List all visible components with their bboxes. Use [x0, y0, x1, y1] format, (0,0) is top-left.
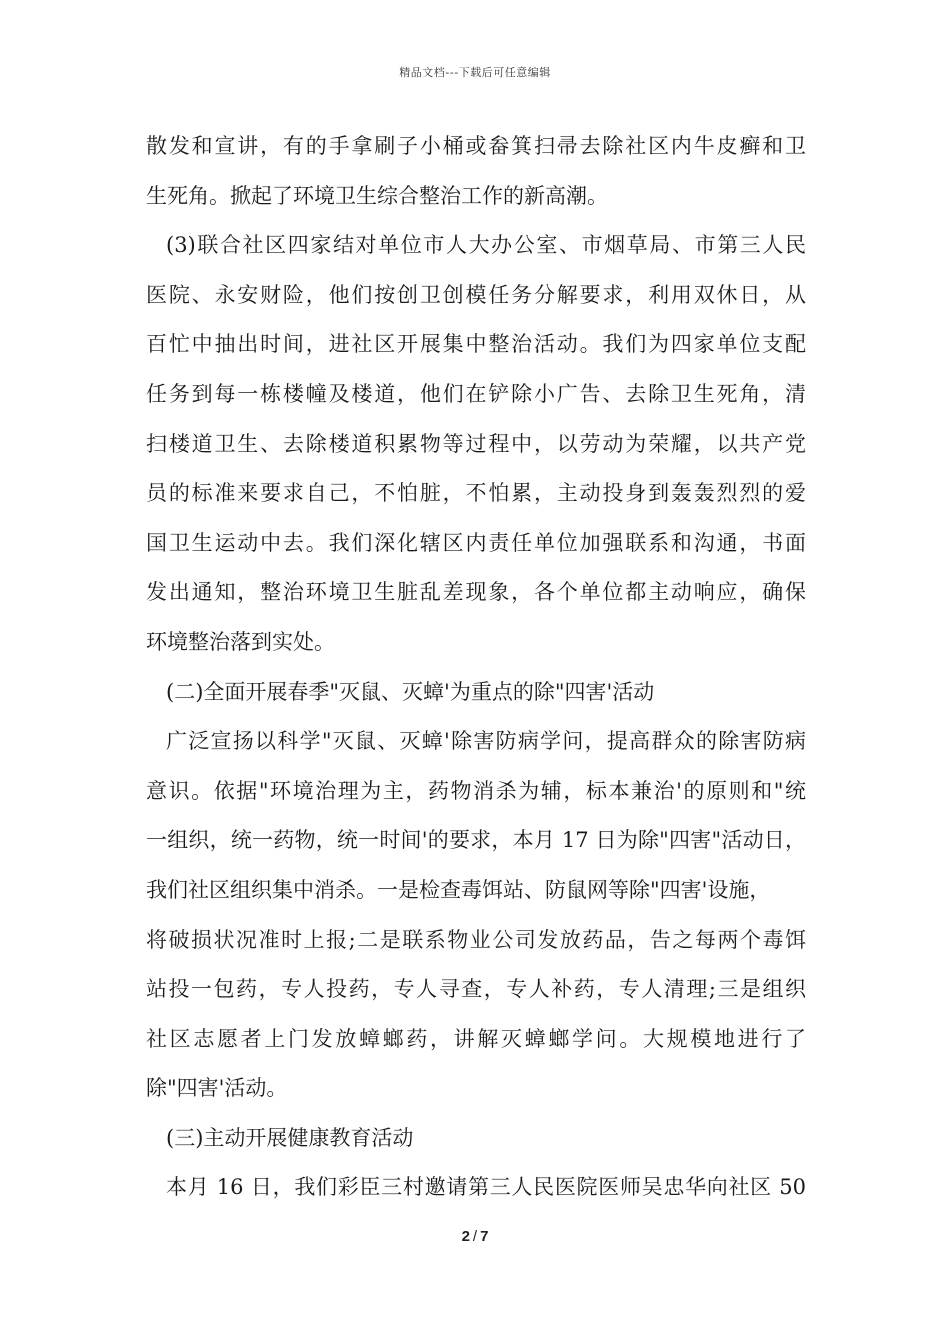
text-line: 任务到每一栋楼幢及楼道，他们在铲除小广告、去除卫生死角，清: [146, 381, 806, 406]
text-line: (二)全面开展春季"灭鼠、灭蟑'为重点的除"四害'活动: [166, 679, 655, 704]
current-page-number: 2: [461, 1228, 470, 1245]
text-line: 将破损状况准时上报;二是联系物业公司发放药品，告之每两个毒饵: [146, 927, 806, 952]
text-line: 站投一包药，专人投药，专人寻查，专人补药，专人清理;三是组织: [146, 977, 806, 1002]
page-header: 精品文档---下载后可任意编辑: [399, 66, 551, 79]
text-line: 社区志愿者上门发放蟑螂药，讲解灭蟑螂学问。大规模地进行了: [146, 1026, 806, 1051]
text-line: 意识。依据"环境治理为主，药物消杀为辅，标本兼治'的原则和"统: [146, 778, 806, 803]
text-line: (三)主动开展健康教育活动: [166, 1125, 414, 1150]
text-line: 一组织，统一药物，统一时间'的要求，本月 17 日为除"四害"活动日，: [146, 828, 806, 853]
text-line: 除"四害'活动。: [146, 1076, 288, 1101]
text-line: 我们社区组织集中消杀。一是检查毒饵站、防鼠网等除"四害'设施，: [146, 877, 771, 902]
text-line: (3)联合社区四家结对单位市人大办公室、市烟草局、市第三人民: [166, 233, 806, 258]
text-line: 百忙中抽出时间，进社区开展集中整治活动。我们为四家单位支配: [146, 332, 806, 357]
text-line: 本月 16 日，我们彩臣三村邀请第三人民医院医师吴忠华向社区 50: [166, 1175, 806, 1200]
text-line: 环境整治落到实处。: [146, 629, 335, 654]
text-line: 医院、永安财险，他们按创卫创模任务分解要求，利用双休日，从: [146, 282, 806, 307]
text-line: 国卫生运动中去。我们深化辖区内责任单位加强联系和沟通，书面: [146, 530, 806, 555]
text-line: 扫楼道卫生、去除楼道积累物等过程中，以劳动为荣耀，以共产党: [146, 431, 806, 456]
document-body: [146, 126, 806, 1217]
text-line: 生死角。掀起了环境卫生综合整治工作的新高潮。: [146, 183, 608, 208]
page-separator: /: [472, 1228, 478, 1245]
text-line: 散发和宣讲，有的手拿刷子小桶或畚箕扫帚去除社区内牛皮癣和卫: [146, 134, 806, 158]
total-pages: 7: [480, 1228, 489, 1245]
text-line: 员的标准来要求自己，不怕脏，不怕累，主动投身到轰轰烈烈的爱: [146, 481, 806, 506]
page-number: [0, 1228, 950, 1245]
text-line: 发出通知，整治环境卫生脏乱差现象，各个单位都主动响应，确保: [146, 580, 806, 605]
text-line: 广泛宣扬以科学"灭鼠、灭蟑'除害防病学问，提高群众的除害防病: [166, 729, 806, 754]
